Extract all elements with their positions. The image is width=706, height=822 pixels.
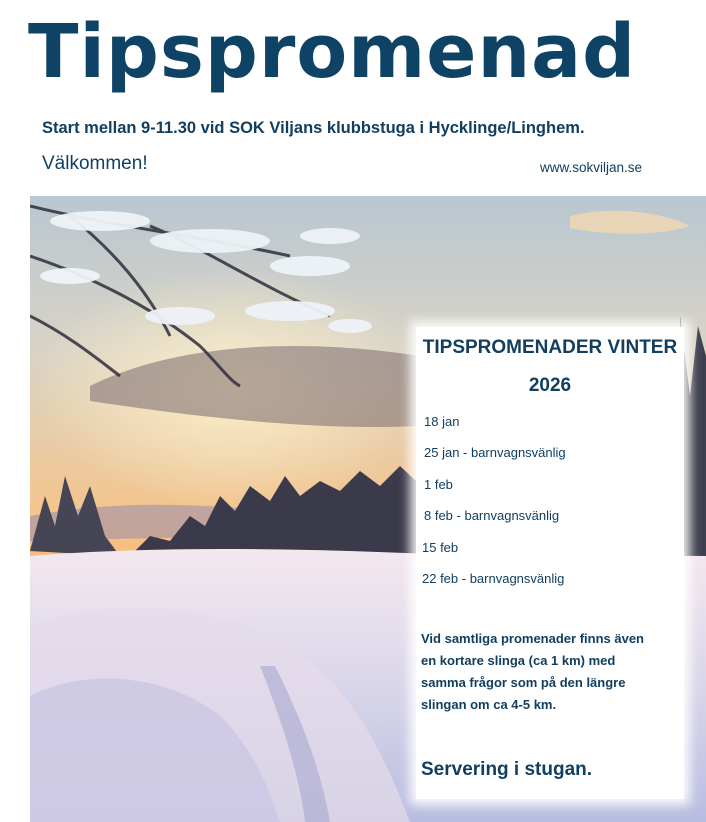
route-info-line: slingan om ca 4-5 km. xyxy=(421,697,557,712)
start-info: Start mellan 9-11.30 vid SOK Viljans klubbstuga i Hycklinge/Linghem. xyxy=(42,119,585,137)
panel-title-line1: TIPSPROMENADER VINTER xyxy=(422,337,678,358)
panel-title-line2: 2026 xyxy=(528,375,572,396)
website-link[interactable]: www.sokviljan.se xyxy=(540,160,643,175)
date-item: 22 feb - barnvagnsvänlig xyxy=(422,571,565,586)
route-info-line: Vid samtliga promenader finns även xyxy=(421,631,644,646)
date-item: 18 jan xyxy=(424,414,460,429)
welcome-text: Välkommen! xyxy=(42,153,148,174)
date-item: 15 feb xyxy=(422,540,459,555)
date-item: 25 jan - barnvagnsvänlig xyxy=(424,445,566,460)
route-info-line: en kortare slinga (ca 1 km) med xyxy=(421,653,616,668)
serving-note: Servering i stugan. xyxy=(421,759,593,780)
schedule-panel xyxy=(416,327,684,799)
route-info-line: samma frågor som på den längre xyxy=(421,675,626,690)
date-item: 1 feb xyxy=(424,477,453,492)
panel-title xyxy=(416,329,684,405)
poster-title: Tipspromenad xyxy=(28,9,637,95)
date-item: 8 feb - barnvagnsvänlig xyxy=(424,508,560,523)
route-info xyxy=(421,628,679,716)
